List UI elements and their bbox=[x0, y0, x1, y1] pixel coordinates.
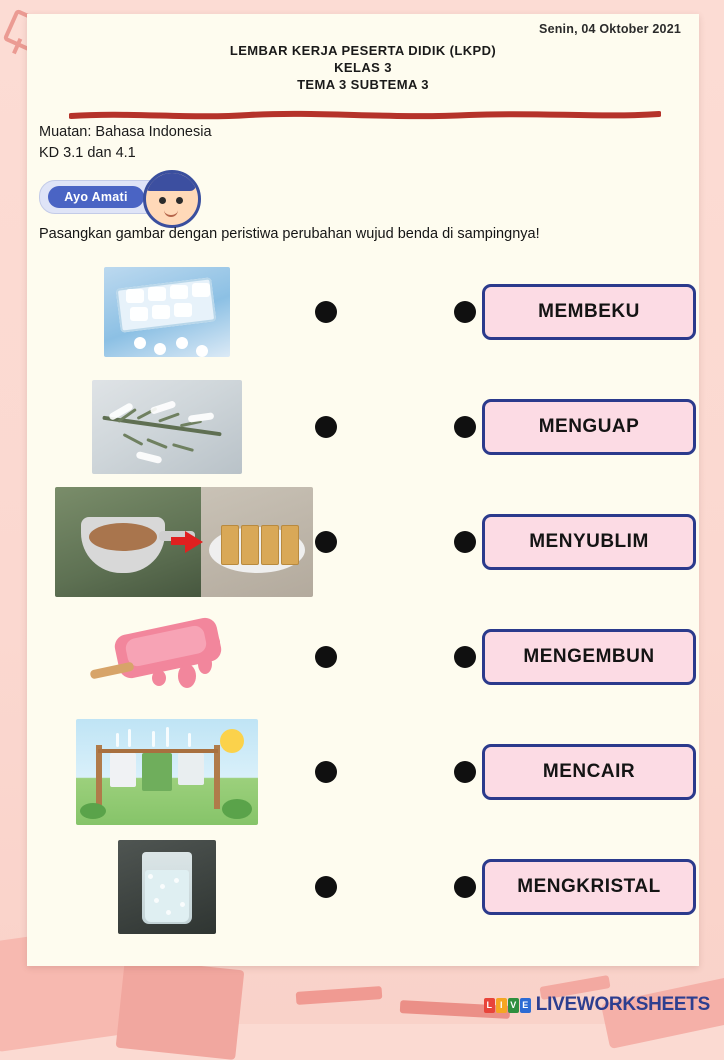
answer-box[interactable]: MENGUAP bbox=[482, 399, 696, 455]
answer-box[interactable]: MENGKRISTAL bbox=[482, 859, 696, 915]
hot-drink-to-cake-photo bbox=[55, 487, 313, 597]
match-dot-right[interactable] bbox=[454, 301, 476, 323]
image-cell bbox=[37, 829, 297, 944]
pine-needle bbox=[146, 437, 168, 448]
ice-pellet bbox=[196, 345, 208, 357]
meta-line-2: KD 3.1 dan 4.1 bbox=[39, 145, 136, 161]
image-cell bbox=[37, 714, 297, 829]
condensation-bead bbox=[166, 910, 171, 915]
avatar-eye-left bbox=[159, 197, 166, 204]
drying-laundry-illustration bbox=[76, 719, 258, 825]
frost bbox=[136, 450, 163, 463]
ice-cube bbox=[192, 283, 210, 297]
match-dot-left[interactable] bbox=[315, 646, 337, 668]
ice-cube bbox=[174, 303, 192, 317]
ice-cube bbox=[148, 287, 166, 301]
ice-cube bbox=[130, 307, 148, 321]
condensation-bead bbox=[148, 874, 153, 879]
cake-bar bbox=[221, 525, 239, 565]
hanging-cloth bbox=[142, 753, 172, 791]
badge-label: Ayo Amati bbox=[48, 186, 144, 208]
melt-drip bbox=[152, 670, 166, 686]
match-dot-right[interactable] bbox=[454, 761, 476, 783]
cake-photo bbox=[201, 487, 313, 597]
title-line-3: TEMA 3 SUBTEMA 3 bbox=[297, 77, 429, 92]
pine-needle bbox=[123, 433, 144, 446]
image-cell bbox=[37, 254, 297, 369]
match-dot-left[interactable] bbox=[315, 416, 337, 438]
clothesline-pole bbox=[214, 745, 220, 809]
worksheet-title bbox=[27, 42, 699, 93]
title-line-2: KELAS 3 bbox=[334, 60, 392, 75]
pine-needle bbox=[158, 412, 180, 422]
red-arrow-icon bbox=[185, 531, 203, 553]
cake-bar bbox=[261, 525, 279, 565]
melt-drip bbox=[208, 636, 220, 648]
pencil-decoration bbox=[296, 986, 383, 1005]
paper-sheet-decoration-2 bbox=[116, 958, 245, 1060]
matching-exercise bbox=[27, 254, 699, 944]
match-dot-right[interactable] bbox=[454, 646, 476, 668]
ice-pellet bbox=[134, 337, 146, 349]
liveworksheets-logo bbox=[484, 994, 710, 1016]
condensation-on-glass-photo bbox=[118, 840, 216, 934]
evaporation-steam bbox=[128, 729, 131, 747]
melting-popsicle-photo bbox=[82, 614, 252, 700]
answer-box[interactable]: MEMBEKU bbox=[482, 284, 696, 340]
match-dot-left[interactable] bbox=[315, 876, 337, 898]
avatar-eye-right bbox=[176, 197, 183, 204]
logo-wordmark: LIVEWORKSHEETS bbox=[535, 994, 710, 1015]
hanging-cloth bbox=[110, 753, 136, 787]
condensation-bead bbox=[174, 878, 179, 883]
logo-letter-l: L bbox=[484, 998, 495, 1013]
evaporation-steam bbox=[188, 733, 191, 747]
hanging-cloth bbox=[178, 753, 204, 785]
frost bbox=[188, 412, 215, 423]
pine-needle bbox=[172, 443, 194, 452]
evaporation-steam bbox=[166, 727, 169, 747]
matching-row bbox=[27, 714, 699, 829]
image-cell bbox=[37, 369, 297, 484]
answer-box[interactable]: MENGEMBUN bbox=[482, 629, 696, 685]
worksheet-sheet bbox=[27, 14, 699, 966]
match-dot-left[interactable] bbox=[315, 531, 337, 553]
ice-cube bbox=[152, 305, 170, 319]
ice-cube bbox=[170, 285, 188, 299]
match-dot-right[interactable] bbox=[454, 531, 476, 553]
matching-row bbox=[27, 599, 699, 714]
match-dot-left[interactable] bbox=[315, 761, 337, 783]
image-cell bbox=[37, 599, 297, 714]
evaporation-steam bbox=[116, 733, 119, 747]
matching-row bbox=[27, 254, 699, 369]
melt-drip bbox=[178, 664, 196, 688]
bush bbox=[222, 799, 252, 819]
ice-cube-tray-photo bbox=[104, 267, 230, 357]
avatar-mouth bbox=[164, 209, 178, 217]
title-line-1: LEMBAR KERJA PESERTA DIDIK (LKPD) bbox=[229, 43, 497, 58]
logo-letter-i: I bbox=[496, 998, 507, 1013]
clothesline bbox=[98, 749, 218, 753]
avatar-hair bbox=[144, 170, 196, 191]
logo-letter-e: E bbox=[520, 998, 531, 1013]
matching-row bbox=[27, 369, 699, 484]
subject-meta bbox=[39, 122, 212, 164]
match-dot-left[interactable] bbox=[315, 301, 337, 323]
matching-row bbox=[27, 829, 699, 944]
cake-bar bbox=[281, 525, 299, 565]
match-dot-right[interactable] bbox=[454, 416, 476, 438]
matching-row bbox=[27, 484, 699, 599]
condensation-bead bbox=[180, 902, 185, 907]
clothesline-pole bbox=[96, 745, 102, 809]
student-avatar-icon bbox=[143, 170, 201, 228]
ice-pellet bbox=[154, 343, 166, 355]
cake-bar bbox=[241, 525, 259, 565]
sun-icon bbox=[220, 729, 244, 753]
worksheet-date: Senin, 04 Oktober 2021 bbox=[539, 22, 681, 36]
hot-liquid bbox=[89, 523, 157, 551]
instruction-text: Pasangkan gambar dengan peristiwa perubahan wujud benda di sampingnya! bbox=[39, 226, 540, 242]
frost-on-pine-branch-photo bbox=[92, 380, 242, 474]
frost bbox=[150, 400, 177, 415]
logo-letter-blocks bbox=[484, 998, 531, 1013]
meta-line-1: Muatan: Bahasa Indonesia bbox=[39, 124, 212, 140]
condensation-bead bbox=[154, 898, 159, 903]
bush bbox=[80, 803, 106, 819]
ice-pellet bbox=[176, 337, 188, 349]
brush-divider bbox=[69, 110, 661, 120]
logo-letter-v: V bbox=[508, 998, 519, 1013]
answer-box[interactable]: MENCAIR bbox=[482, 744, 696, 800]
ice-cube bbox=[126, 289, 144, 303]
evaporation-steam bbox=[152, 731, 155, 747]
image-cell bbox=[55, 484, 315, 599]
melt-drip bbox=[198, 654, 212, 674]
answer-box[interactable]: MENYUBLIM bbox=[482, 514, 696, 570]
match-dot-right[interactable] bbox=[454, 876, 476, 898]
condensation-bead bbox=[160, 884, 165, 889]
ayo-amati-badge bbox=[39, 174, 209, 218]
